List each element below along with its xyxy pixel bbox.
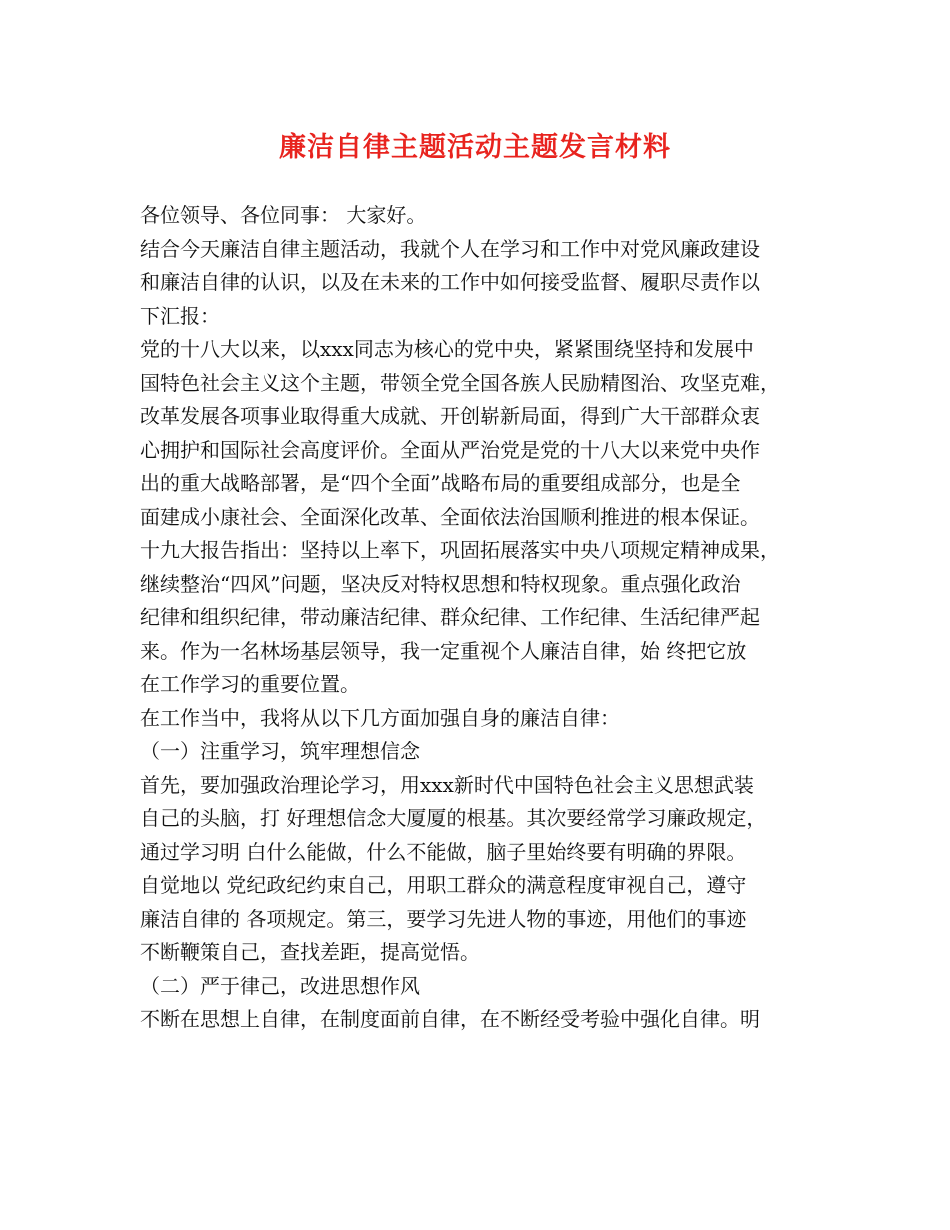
text-line: 自己的头脑，打 好理想信念大厦厦的根基。其次要经常学习廉政规定， bbox=[140, 806, 767, 830]
text-line: 在工作学习的重要位置。 bbox=[140, 672, 360, 696]
document-title: 廉洁自律主题活动主题发言材料 bbox=[279, 132, 671, 163]
text-line: 各位领导、各位同事： 大家好。 bbox=[140, 203, 427, 227]
text-line: 纪律和组织纪律，带动廉洁纪律、群众纪律、工作纪律、生活纪律严起 bbox=[140, 605, 760, 629]
text-line: 下汇报： bbox=[140, 303, 220, 328]
text-line: 改革发展各项事业取得重大成就、开创崭新局面，得到广大干部群众衷 bbox=[140, 404, 760, 428]
text-line: 和廉洁自律的认识，以及在未来的工作中如何接受监督、履职尽责作以 bbox=[140, 270, 760, 294]
text-line: 党的十八大以来，以xxx同志为核心的党中央，紧紧围绕坚持和发展中 bbox=[140, 337, 754, 361]
document-body bbox=[140, 199, 820, 1037]
text-line: 心拥护和国际社会高度评价。全面从严治党是党的十八大以来党中央作 bbox=[140, 437, 760, 462]
text-line: 继续整治“四风”问题，坚决反对特权思想和特权现象。重点强化政治 bbox=[140, 571, 741, 596]
text-line: 廉洁自律的 各项规定。第三，要学习先进人物的事迹，用他们的事迹 bbox=[140, 906, 747, 931]
text-line: 十九大报告指出：坚持以上率下，巩固拓展落实中央八项规定精神成果， bbox=[140, 538, 780, 562]
text-line: 在工作当中，我将从以下几方面加强自身的廉洁自律： bbox=[140, 705, 620, 730]
section-heading: （二）严于律己，改进思想作风 bbox=[140, 973, 420, 998]
text-line: 不断鞭策自己，查找差距，提高觉悟。 bbox=[140, 940, 480, 964]
section-heading: （一）注重学习，筑牢理想信念 bbox=[140, 739, 420, 763]
text-line: 自觉地以 党纪政纪约束自己，用职工群众的满意程度审视自己，遵守 bbox=[140, 873, 747, 897]
text-line: 出的重大战略部署，是“四个全面”战略布局的重要组成部分，也是全 bbox=[140, 471, 741, 495]
text-line: 来。作为一名林场基层领导，我一定重视个人廉洁自律，始 终把它放 bbox=[140, 638, 747, 663]
text-line: 首先，要加强政治理论学习，用xxx新时代中国特色社会主义思想武装 bbox=[140, 772, 754, 797]
text-line: 通过学习明 白什么能做，什么不能做，脑子里始终要有明确的界限。 bbox=[140, 839, 747, 864]
text-line: 面建成小康社会、全面深化改革、全面依法治国顺利推进的根本保证。 bbox=[140, 504, 760, 529]
text-line: 结合今天廉洁自律主题活动，我就个人在学习和工作中对党风廉政建设 bbox=[140, 236, 760, 261]
text-line: 国特色社会主义这个主题，带领全党全国各族人民励精图治、攻坚克难， bbox=[140, 370, 780, 395]
text-line: 不断在思想上自律，在制度面前自律，在不断经受考验中强化自律。明 bbox=[140, 1007, 760, 1031]
